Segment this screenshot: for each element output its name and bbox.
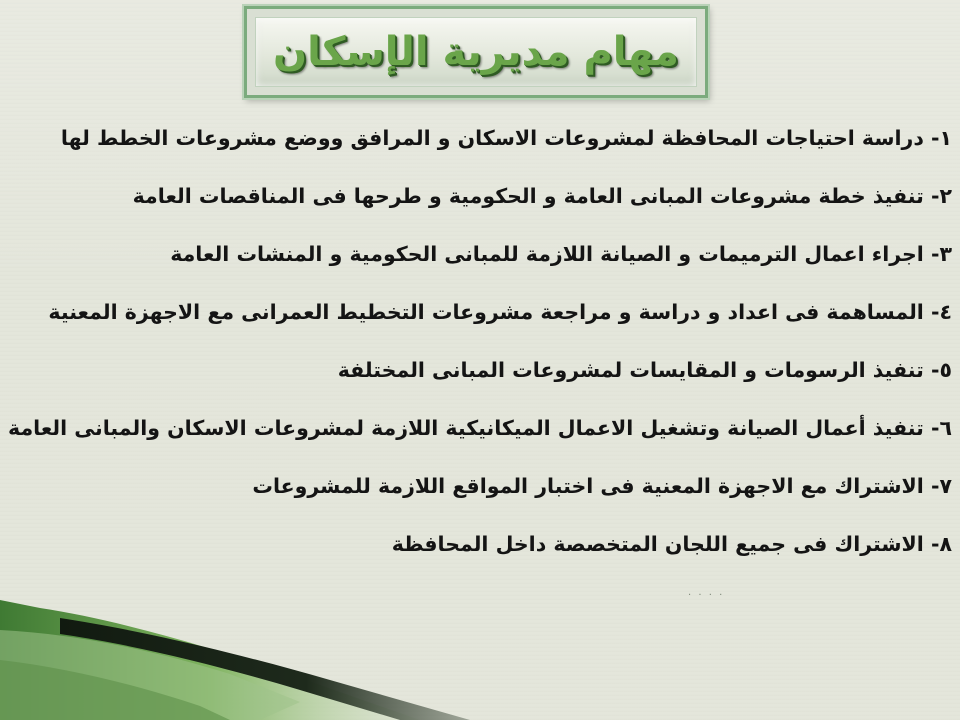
ribbon-green-band — [0, 600, 420, 720]
ribbon-shadow — [0, 660, 230, 720]
task-item-2: ٢- تنفيذ خطة مشروعات المبانى العامة و الحكومية و طرحها فى المناقصات العامة — [132, 184, 952, 208]
decorative-specks: · · · · — [688, 590, 725, 601]
ribbon-light-highlight — [0, 630, 300, 720]
task-item-8: ٨- الاشتراك فى جميع اللجان المتخصصة داخل المحافظة — [391, 532, 952, 556]
task-item-6: ٦- تنفيذ أعمال الصيانة وتشغيل الاعمال الميكانيكية اللازمة لمشروعات الاسكان والمبانى العامة — [8, 416, 952, 440]
ribbon-dark-band — [60, 618, 470, 720]
task-item-5: ٥- تنفيذ الرسومات و المقايسات لمشروعات المبانى المختلفة — [337, 358, 952, 382]
tasks-list — [8, 118, 952, 582]
page-title: مهام مديرية الإسكان — [273, 29, 679, 75]
title-banner — [244, 6, 708, 98]
decorative-ribbon — [0, 590, 960, 720]
task-item-1: ١- دراسة احتياجات المحافظة لمشروعات الاسكان و المرافق ووضع مشروعات الخطط لها — [60, 126, 952, 150]
task-item-7: ٧- الاشتراك مع الاجهزة المعنية فى اختبار المواقع اللازمة للمشروعات — [252, 474, 952, 498]
task-item-4: ٤- المساهمة فى اعداد و دراسة و مراجعة مشروعات التخطيط العمرانى مع الاجهزة المعنية — [48, 300, 952, 324]
task-item-3: ٣- اجراء اعمال الترميمات و الصيانة اللازمة للمبانى الحكومية و المنشات العامة — [170, 242, 952, 266]
title-banner-inner — [255, 17, 697, 87]
